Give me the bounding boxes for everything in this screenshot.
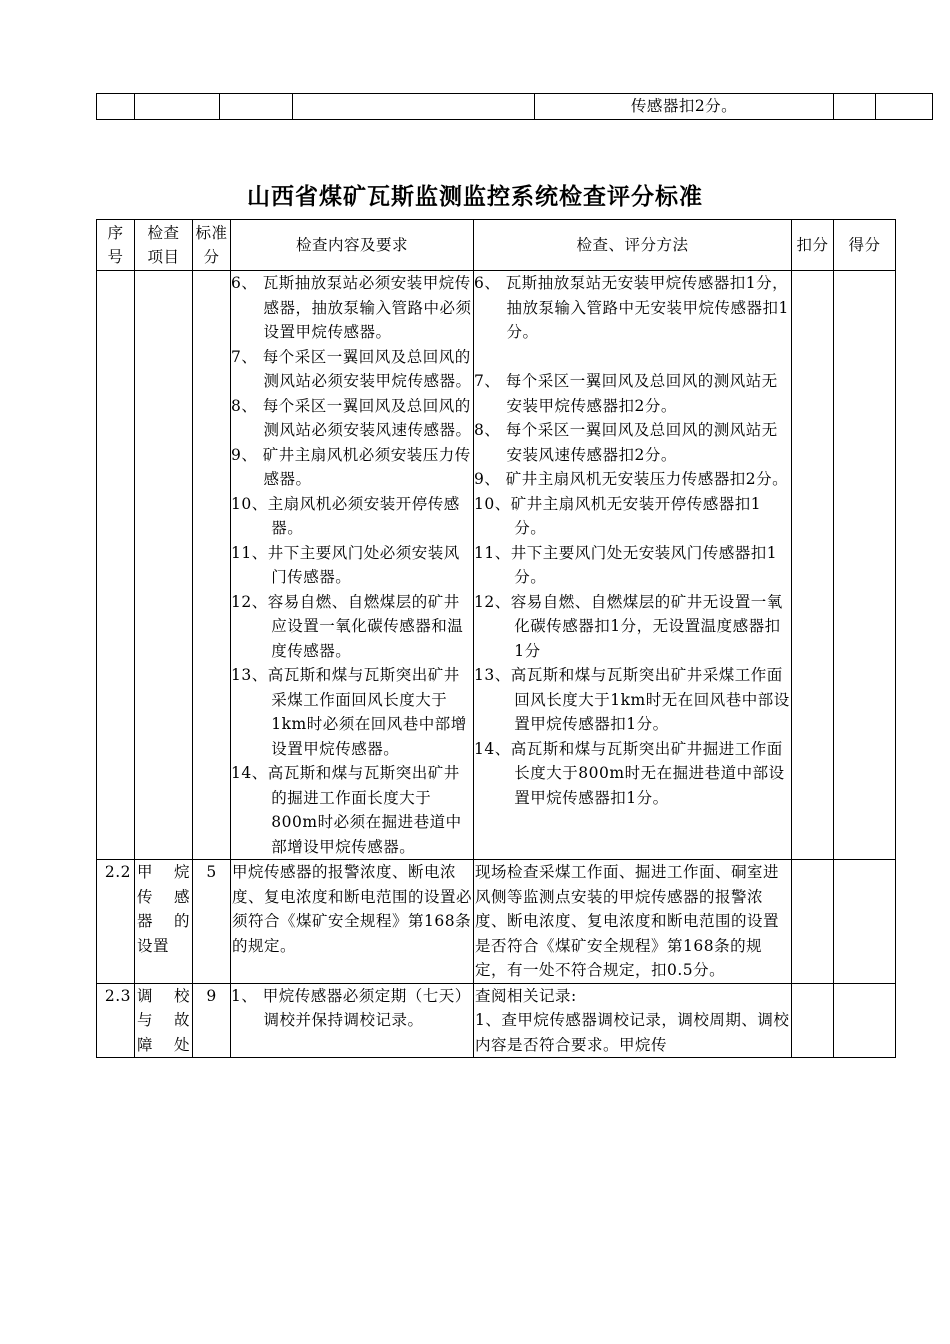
method-cell [474, 271, 792, 860]
page-title: 山西省煤矿瓦斯监测监控系统检查评分标准 [247, 184, 703, 210]
table-header-row [97, 220, 896, 271]
header-seq: 序 号 [97, 220, 135, 271]
requirements-cell [231, 271, 474, 860]
list-item: 6、 瓦斯抽放泵站必须安装甲烷传感器，抽放泵输入管路中必须设置甲烷传感器。 [231, 274, 472, 341]
list-item: 14、高瓦斯和煤与瓦斯突出矿井掘进工作面长度大于800m时无在掘进巷道中部设置甲烷传感器扣1分。 [474, 739, 785, 807]
list-item: 8、 每个采区一翼回风及总回风的测风站必须安装风速传感器。 [231, 396, 472, 439]
list-item: 7、 每个采区一翼回风及总回风的测风站必须安装甲烷传感器。 [231, 347, 472, 390]
list-item: 11、井下主要风门处必须安装风门传感器。 [231, 543, 460, 586]
list-item: 12、容易自燃、自燃煤层的矿井无设置一氧化碳传感器扣1分，无设置温度感器扣1分 [474, 592, 783, 660]
list-item: 10、主扇风机必须安装开停传感器。 [231, 494, 460, 537]
list-item: 12、容易自燃、自燃煤层的矿井应设置一氧化碳传感器和温度传感器。 [231, 592, 464, 660]
header-deduct: 扣分 [792, 220, 834, 271]
list-item: 14、高瓦斯和煤与瓦斯突出矿井的掘进工作面长度大于800m时必须在掘进巷道中部增设甲烷传感器。 [231, 764, 462, 856]
header-method: 检查、评分方法 [474, 220, 792, 271]
table-row [97, 94, 933, 120]
scoring-table [96, 219, 896, 1058]
list-item: 11、井下主要风门处无安装风门传感器扣1分。 [474, 543, 778, 586]
table-row [97, 860, 896, 984]
standard-score-cell: 9 [193, 983, 231, 1058]
header-requirements: 检查内容及要求 [231, 220, 474, 271]
list-item: 13、高瓦斯和煤与瓦斯突出矿井采煤工作面回风长度大于1km时必须在回风巷中部增设置甲烷传感器。 [231, 666, 467, 758]
standard-score-cell: 5 [193, 860, 231, 984]
seq-cell: 2.3 [97, 983, 135, 1058]
header-item: 检查 项目 [135, 220, 193, 271]
list-item: 6、 瓦斯抽放泵站无安装甲烷传感器扣1分，抽放泵输入管路中无安装甲烷传感器扣1分。 [474, 274, 789, 341]
method-cell: 现场检查采煤工作面、掘进工作面、硐室进风侧等监测点安装的甲烷传感器的报警浓度、断电浓度、复电浓度和断电范围的设置是否符合《煤矿安全规程》第168条的规定，有一处不符合规定，扣0.5分。 [474, 860, 792, 984]
list-item: 9、 矿井主扇风机必须安装压力传感器。 [231, 445, 471, 488]
list-item: 7、 每个采区一翼回风及总回风的测风站无安装甲烷传感器扣2分。 [474, 372, 778, 415]
requirements-cell: 甲烷传感器的报警浓度、断电浓度、复电浓度和断电范围的设置必须符合《煤矿安全规程》第168条的规定。 [231, 860, 474, 984]
header-obtained: 得分 [834, 220, 896, 271]
method-cell: 查阅相关记录: 1、查甲烷传感器调校记录，调校周期、调校内容是否符合要求。甲烷传 [474, 983, 792, 1058]
list-item: 9、 矿井主扇风机无安装压力传感器扣2分。 [474, 470, 789, 488]
continued-table-fragment [96, 93, 933, 120]
item-cell: 调 校 与 故 障 处 [135, 983, 193, 1058]
item-cell: 甲 烷 传 感 器 的 设置 [135, 860, 193, 984]
requirements-cell: 1、 甲烷传感器必须定期（七天）调校并保持调校记录。 [231, 983, 474, 1058]
list-item: 10、矿井主扇风机无安装开停传感器扣1分。 [474, 494, 762, 537]
list-item: 8、 每个采区一翼回风及总回风的测风站无安装风速传感器扣2分。 [474, 421, 778, 464]
header-standard-score: 标准 分 [193, 220, 231, 271]
method-cell: 传感器扣2分。 [535, 94, 834, 120]
table-row [97, 271, 896, 860]
list-item: 13、高瓦斯和煤与瓦斯突出矿井采煤工作面回风长度大于1km时无在回风巷中部设置甲烷传感器扣1分。 [474, 666, 790, 733]
table-row [97, 983, 896, 1058]
seq-cell: 2.2 [97, 860, 135, 984]
